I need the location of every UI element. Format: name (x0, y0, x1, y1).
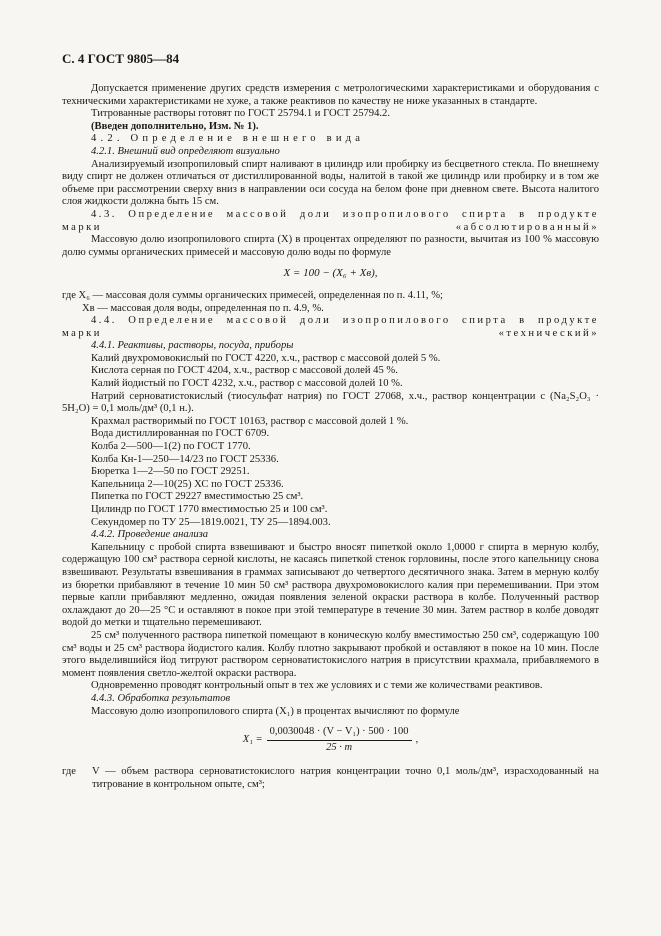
list-item: Секундомер по ТУ 25—1819.0021, ТУ 25—1894.003. (91, 516, 331, 528)
list-item: Вода дистиллированная по ГОСТ 6709. (91, 428, 270, 440)
list-item: Калий двухромовокислый по ГОСТ 4220, х.ч., раствор с массовой долей 5 %. (91, 352, 441, 364)
section-heading-4-3: 4.3. Определение массовой доли изопропилового спирта в продукте марки «абсолютированный» (62, 208, 599, 233)
amendment-note: (Введен дополнительно, Изм. № 1). (91, 120, 259, 132)
list-item: Пипетка по ГОСТ 29227 вместимостью 25 см³. (91, 491, 304, 503)
formula-1: X = 100 − (X₆ + Xв), (283, 267, 378, 280)
formula-2-tail: , (415, 733, 419, 745)
paragraph: Массовую долю изопропилового спирта (X) в процентах определяют по разности, вычитая из 100 % массовую долю суммы органических примесей и массовую долю воды по формуле (62, 234, 599, 258)
formula-2-numerator: 0,0030048 · (V − V₁) · 500 · 100 (267, 726, 412, 741)
formula-2-fraction (267, 726, 412, 754)
section-heading-4-2: 4.2. Определение внешнего вида (91, 133, 365, 145)
list-item: Натрий серноватистокислый (тиосульфат натрия) по ГОСТ 27068, х.ч., раствор концентрации с (Na₂S₂O₃ · 5H₂O) = 0,1 моль/дм³ (0,1 н.). (62, 390, 599, 415)
paragraph: 25 см³ полученного раствора пипеткой помещают в коническую колбу вместимостью 250 см³, содержащую 100 см³ воды и 25 см³ раствора йодистого калия. Колбу плотно закрывают пробкой и оставляют в покое на 10 мин. После этого выделившийся йод титруют раствором серноватистокислого натрия в присутствии крахмала, прибавляемого в момент появления светло-желтой окраски раствора. (62, 629, 599, 679)
list-item: Цилиндр по ГОСТ 1770 вместимостью 25 и 100 см³. (91, 504, 328, 515)
list-item: Колба 2—500—1(2) по ГОСТ 1770. (91, 441, 251, 453)
subsection-heading-4-4-2: 4.4.2. Проведение анализа (91, 529, 209, 541)
paragraph: Допускается применение других средств измерения с метрологическими характеристиками и оборудования с техническими характеристиками не хуже, а также реактивов по качеству не ниже указанных в стандарте. (62, 83, 599, 107)
formula-1-where-a: где X₆ — массовая доля суммы органических примесей, определенная по п. 4.11, %; (62, 289, 443, 301)
formula-1-where-b: Xв — массовая доля воды, определенная по п. 4.9, %. (82, 302, 324, 314)
list-item: Калий йодистый по ГОСТ 4232, х.ч., раствор с массовой долей 10 %. (91, 378, 403, 390)
subsection-heading-4-2-1: 4.2.1. Внешний вид определяют визуально (91, 145, 280, 157)
subsection-heading-4-4-3: 4.4.3. Обработка результатов (91, 692, 231, 704)
formula-2-denominator: 25 · m (326, 741, 353, 753)
subsection-heading-4-4-1: 4.4.1. Реактивы, растворы, посуда, приборы (91, 340, 294, 352)
paragraph: Титрованные растворы готовят по ГОСТ 25794.1 и ГОСТ 25794.2. (91, 108, 390, 120)
section-heading-4-4: 4.4. Определение массовой доли изопропилового спирта в продукте марки «технический» (62, 315, 599, 339)
formula-2-lhs: X₁ = (242, 733, 263, 745)
list-item: Бюретка 1—2—50 по ГОСТ 29251. (91, 466, 250, 478)
list-item: Колба Кн-1—250—14/23 по ГОСТ 25336. (91, 453, 279, 465)
formula-2-where-text: V — объем раствора серноватистокислого натрия концентрации точно 0,1 моль/дм³, израсходованный на титрование в контрольном опыте, см³; (92, 766, 599, 790)
formula-2-where (62, 766, 599, 791)
page-header: С. 4 ГОСТ 9805—84 (62, 51, 180, 66)
list-item: Крахмал растворимый по ГОСТ 10163, раствор с массовой долей 1 %. (91, 415, 409, 427)
document-body (62, 83, 599, 791)
formula-2 (62, 726, 599, 754)
list-item: Капельница 2—10(25) ХС по ГОСТ 25336. (91, 478, 284, 490)
paragraph: Массовую долю изопропилового спирта (X₁) в процентах вычисляют по формуле (91, 705, 460, 717)
paragraph: Одновременно проводят контрольный опыт в тех же условиях и с теми же количествами реактивов. (91, 680, 543, 692)
paragraph: Капельницу с пробой спирта взвешивают и быстро вносят пипеткой около 1,0000 г спирта в мерную колбу, содержащую 100 см³ раствора серной кислоты, не касаясь пипеткой стенок горловины, после этого капельницу снова взвешивают. Результаты взвешивания в граммах записывают до четвертого десятичного знака. Затем в мерную колбу из бюретки прибавляют в течение 10 мин 50 см³ раствора двухромовокислого калия при перемешивании. При этом первые капли прибавляют медленно, ожидая появления зеленой окраски раствора в колбе. Полученный раствор охлаждают до 20—25 °С и оставляют в покое при этой температуре в течение 30 мин. Затем раствор в колбе доводят водой до метки и тщательно перемешивают. (62, 541, 599, 629)
list-item: Кислота серная по ГОСТ 4204, х.ч., раствор с массовой долей 45 %. (91, 365, 398, 377)
where-label: где (62, 766, 76, 778)
paragraph: Анализируемый изопропиловый спирт наливают в цилиндр или пробирку из бесцветного стекла. По внешнему виду спирт не должен отличаться от дистиллированной воды, налитой в такой же цилиндр или пробирку и в том же объеме при рассмотрении сверху вниз в направлении оси сосуда на белом фоне при дневном свете. Высота налитого слоя жидкости должна быть 15 см. (62, 158, 599, 208)
